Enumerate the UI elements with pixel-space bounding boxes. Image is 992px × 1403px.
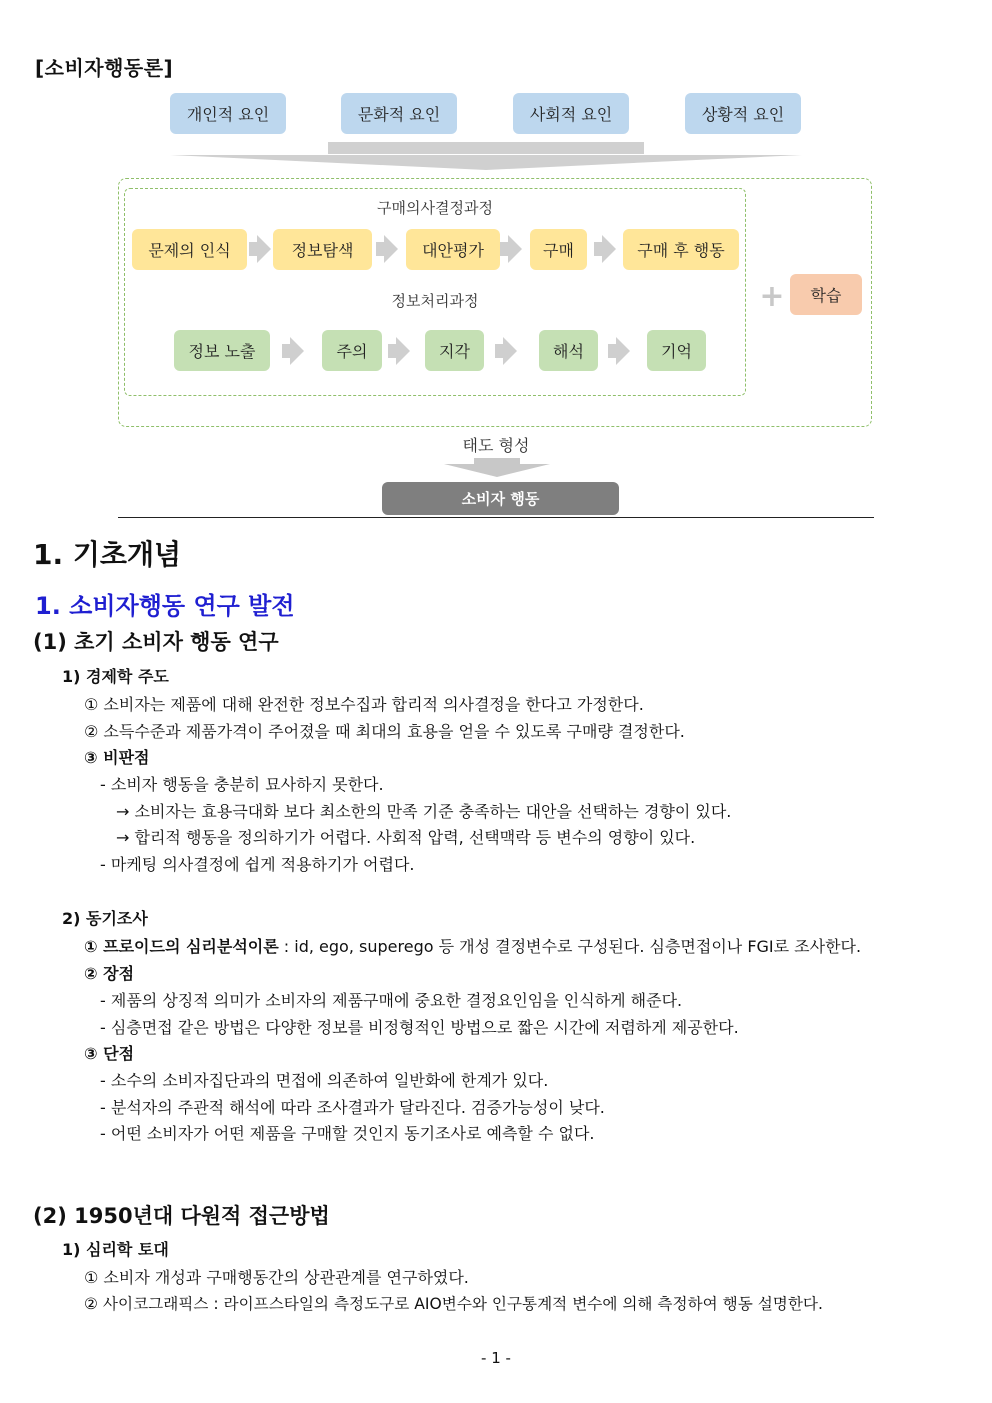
info-process-title: 정보처리과정 — [391, 292, 479, 310]
heading-criticism: ③ 비판점 — [84, 748, 150, 767]
text-line: - 심층면접 같은 방법은 다양한 정보를 비정형적인 방법으로 짧은 시간에 저렴하게 제공한다. — [100, 1018, 739, 1037]
decision-step-evaluation: 대안평가 — [406, 229, 500, 270]
info-step-memory: 기억 — [647, 330, 706, 371]
heading-economics: 1) 경제학 주도 — [62, 667, 169, 686]
text-line: ② 소득수준과 제품가격이 주어졌을 때 최대의 효용을 얻을 수 있도록 구매량 결정한다. — [84, 722, 685, 741]
text-line: - 제품의 상징적 의미가 소비자의 제품구매에 중요한 결정요인임을 인식하게 해준다. — [100, 991, 683, 1010]
decision-process-title: 구매의사결정과정 — [377, 199, 493, 217]
section-divider — [118, 517, 874, 518]
freud-theory-text: : id, ego, superego 등 개성 결정변수로 구성된다. 심층면접이나 FGI로 조사한다. — [278, 937, 862, 956]
decision-step-post-purchase: 구매 후 행동 — [623, 229, 739, 270]
consumer-behavior-box: 소비자 행동 — [382, 482, 619, 515]
arrow-right-icon — [508, 235, 522, 263]
text-line: → 소비자는 효용극대화 보다 최소한의 만족 기준 충족하는 대안을 선택하는 경향이 있다. — [116, 802, 732, 821]
heading-psychology: 1) 심리학 토대 — [62, 1240, 169, 1259]
factor-situational: 상황적 요인 — [685, 93, 801, 134]
info-step-perception: 지각 — [425, 330, 484, 371]
arrow-right-icon — [396, 337, 410, 365]
info-step-exposure: 정보 노출 — [174, 330, 270, 371]
attitude-formation-label: 태도 형성 — [462, 436, 530, 455]
arrow-right-icon — [257, 235, 271, 263]
heading-motivation-research: 2) 동기조사 — [62, 909, 148, 928]
text-line: → 합리적 행동을 정의하기가 어렵다. 사회적 압력, 선택맥락 등 변수의 영향이 있다. — [116, 828, 696, 847]
page-number: - 1 - — [481, 1349, 511, 1367]
info-step-attention: 주의 — [322, 330, 382, 371]
decision-step-recognition: 문제의 인식 — [132, 229, 247, 270]
heading-early-research: (1) 초기 소비자 행동 연구 — [33, 630, 279, 654]
factor-social: 사회적 요인 — [513, 93, 629, 134]
arrow-right-icon — [384, 235, 398, 263]
down-arrow-icon — [444, 458, 550, 478]
factor-cultural: 문화적 요인 — [341, 93, 457, 134]
freud-theory-label: ① 프로이드의 심리분석이론 — [84, 937, 279, 956]
plus-icon: + — [759, 279, 785, 314]
decision-step-search: 정보탐색 — [273, 229, 372, 270]
text-line: - 소비자 행동을 충분히 묘사하지 못한다. — [100, 775, 384, 794]
text-line: ② 사이코그래픽스 : 라이프스타일의 측정도구로 AIO변수와 인구통계적 변수에 의해 측정하여 행동 설명한다. — [84, 1295, 823, 1313]
heading-advantages: ② 장점 — [84, 964, 135, 983]
text-line: - 마케팅 의사결정에 쉽게 적용하기가 어렵다. — [100, 855, 415, 874]
text-line: - 분석자의 주관적 해석에 따라 조사결과가 달라진다. 검증가능성이 낮다. — [100, 1098, 605, 1117]
text-line: ① 소비자는 제품에 대해 완전한 정보수집과 합리적 의사결정을 한다고 가정한다. — [84, 695, 644, 714]
text-line — [84, 934, 861, 957]
info-step-interpretation: 해석 — [539, 330, 598, 371]
document-title: [소비자행동론] — [35, 56, 174, 80]
heading-1950s-approach: (2) 1950년대 다원적 접근방법 — [33, 1204, 330, 1228]
learning-box: 학습 — [790, 274, 862, 315]
factor-personal: 개인적 요인 — [170, 93, 286, 134]
arrow-right-icon — [503, 337, 517, 365]
arrow-right-icon — [616, 337, 630, 365]
heading-research-development: 1. 소비자행동 연구 발전 — [35, 592, 295, 620]
heading-basic-concepts: 1. 기초개념 — [33, 538, 182, 571]
arrow-right-icon — [290, 337, 304, 365]
text-line: - 어떤 소비자가 어떤 제품을 구매할 것인지 동기조사로 예측할 수 없다. — [100, 1124, 595, 1143]
text-line: ① 소비자 개성과 구매행동간의 상관관계를 연구하였다. — [84, 1268, 469, 1287]
funnel-arrow-icon — [165, 140, 807, 172]
decision-step-purchase: 구매 — [530, 229, 587, 270]
text-line: - 소수의 소비자집단과의 면접에 의존하여 일반화에 한계가 있다. — [100, 1071, 549, 1090]
arrow-right-icon — [602, 235, 616, 263]
heading-disadvantages: ③ 단점 — [84, 1044, 135, 1063]
